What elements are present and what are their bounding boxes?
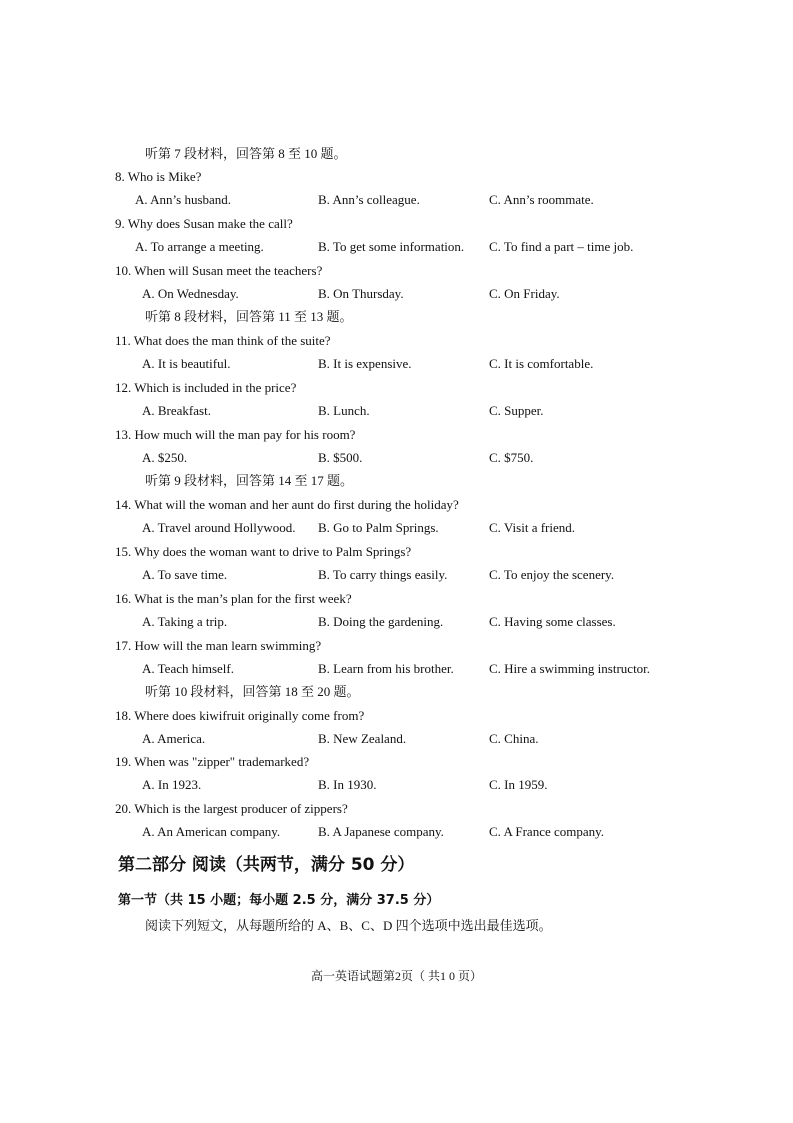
option-a: A. Ann’s husband.: [135, 192, 232, 207]
section-one-title: 第一节（共 15 小题；每小题 2.5 分，满分 37.5 分）: [118, 893, 440, 908]
page-footer: 高一英语试题第2页（ 共1 0 页）: [310, 969, 482, 983]
option-b: B. On Thursday.: [318, 286, 404, 301]
option-a: A. Teach himself.: [142, 661, 234, 676]
option-a: A. America.: [142, 731, 206, 746]
option-b: B. To get some information.: [318, 239, 465, 254]
question-stem: 8. Who is Mike?: [115, 169, 202, 184]
option-a: A. An American company.: [142, 824, 281, 839]
option-c: C. Hire a swimming instructor.: [489, 661, 651, 676]
option-c: C. In 1959.: [489, 777, 548, 792]
option-c: C. Having some classes.: [489, 614, 616, 629]
option-a: A. Travel around Hollywood.: [142, 520, 296, 535]
option-c: C. Supper.: [489, 403, 544, 418]
option-a: A. Breakfast.: [142, 403, 211, 418]
option-b: B. Learn from his brother.: [318, 661, 454, 676]
option-b: B. Doing the gardening.: [318, 614, 444, 629]
option-c: C. To find a part – time job.: [489, 239, 634, 254]
option-a: A. In 1923.: [142, 777, 202, 792]
question-stem: 14. What will the woman and her aunt do first during the holiday?: [115, 497, 459, 512]
option-a: A. $250.: [142, 450, 188, 465]
section-heading-8: 听第 8 段材料，回答第 11 至 13 题。: [145, 309, 353, 324]
reading-instruction: 阅读下列短文，从每题所给的 A、B、C、D 四个选项中选出最佳选项。: [145, 918, 552, 933]
part-two-title: 第二部分 阅读（共两节，满分 50 分）: [118, 855, 415, 875]
option-b: B. Ann’s colleague.: [318, 192, 420, 207]
option-b: B. To carry things easily.: [318, 567, 448, 582]
option-c: C. Ann’s roommate.: [489, 192, 594, 207]
question-stem: 9. Why does Susan make the call?: [115, 216, 293, 231]
question-stem: 20. Which is the largest producer of zippers?: [115, 801, 348, 816]
option-b: B. $500.: [318, 450, 363, 465]
question-stem: 15. Why does the woman want to drive to Palm Springs?: [115, 544, 412, 559]
section-heading-7: 听第 7 段材料，回答第 8 至 10 题。: [145, 146, 347, 161]
option-b: B. Go to Palm Springs.: [318, 520, 439, 535]
question-stem: 19. When was "zipper" trademarked?: [115, 754, 310, 769]
question-stem: 18. Where does kiwifruit originally come from?: [115, 708, 365, 723]
option-b: B. Lunch.: [318, 403, 370, 418]
option-c: C. China.: [489, 731, 539, 746]
option-b: B. It is expensive.: [318, 356, 412, 371]
option-b: B. In 1930.: [318, 777, 377, 792]
option-c: C. It is comfortable.: [489, 356, 594, 371]
option-c: C. A France company.: [489, 824, 605, 839]
option-b: B. A Japanese company.: [318, 824, 444, 839]
question-stem: 17. How will the man learn swimming?: [115, 638, 322, 653]
question-stem: 12. Which is included in the price?: [115, 380, 297, 395]
option-b: B. New Zealand.: [318, 731, 407, 746]
option-a: A. To arrange a meeting.: [135, 239, 264, 254]
option-c: C. On Friday.: [489, 286, 560, 301]
option-a: A. It is beautiful.: [142, 356, 231, 371]
question-stem: 16. What is the man’s plan for the first week?: [115, 591, 352, 606]
question-stem: 11. What does the man think of the suite?: [115, 333, 331, 348]
question-stem: 13. How much will the man pay for his room?: [115, 427, 356, 442]
option-a: A. To save time.: [142, 567, 228, 582]
section-heading-10: 听第 10 段材料，回答第 18 至 20 题。: [145, 684, 360, 699]
option-a: A. On Wednesday.: [142, 286, 239, 301]
option-c: C. $750.: [489, 450, 534, 465]
section-heading-9: 听第 9 段材料，回答第 14 至 17 题。: [145, 473, 354, 488]
option-a: A. Taking a trip.: [142, 614, 228, 629]
option-c: C. To enjoy the scenery.: [489, 567, 615, 582]
question-stem: 10. When will Susan meet the teachers?: [115, 263, 323, 278]
option-c: C. Visit a friend.: [489, 520, 575, 535]
